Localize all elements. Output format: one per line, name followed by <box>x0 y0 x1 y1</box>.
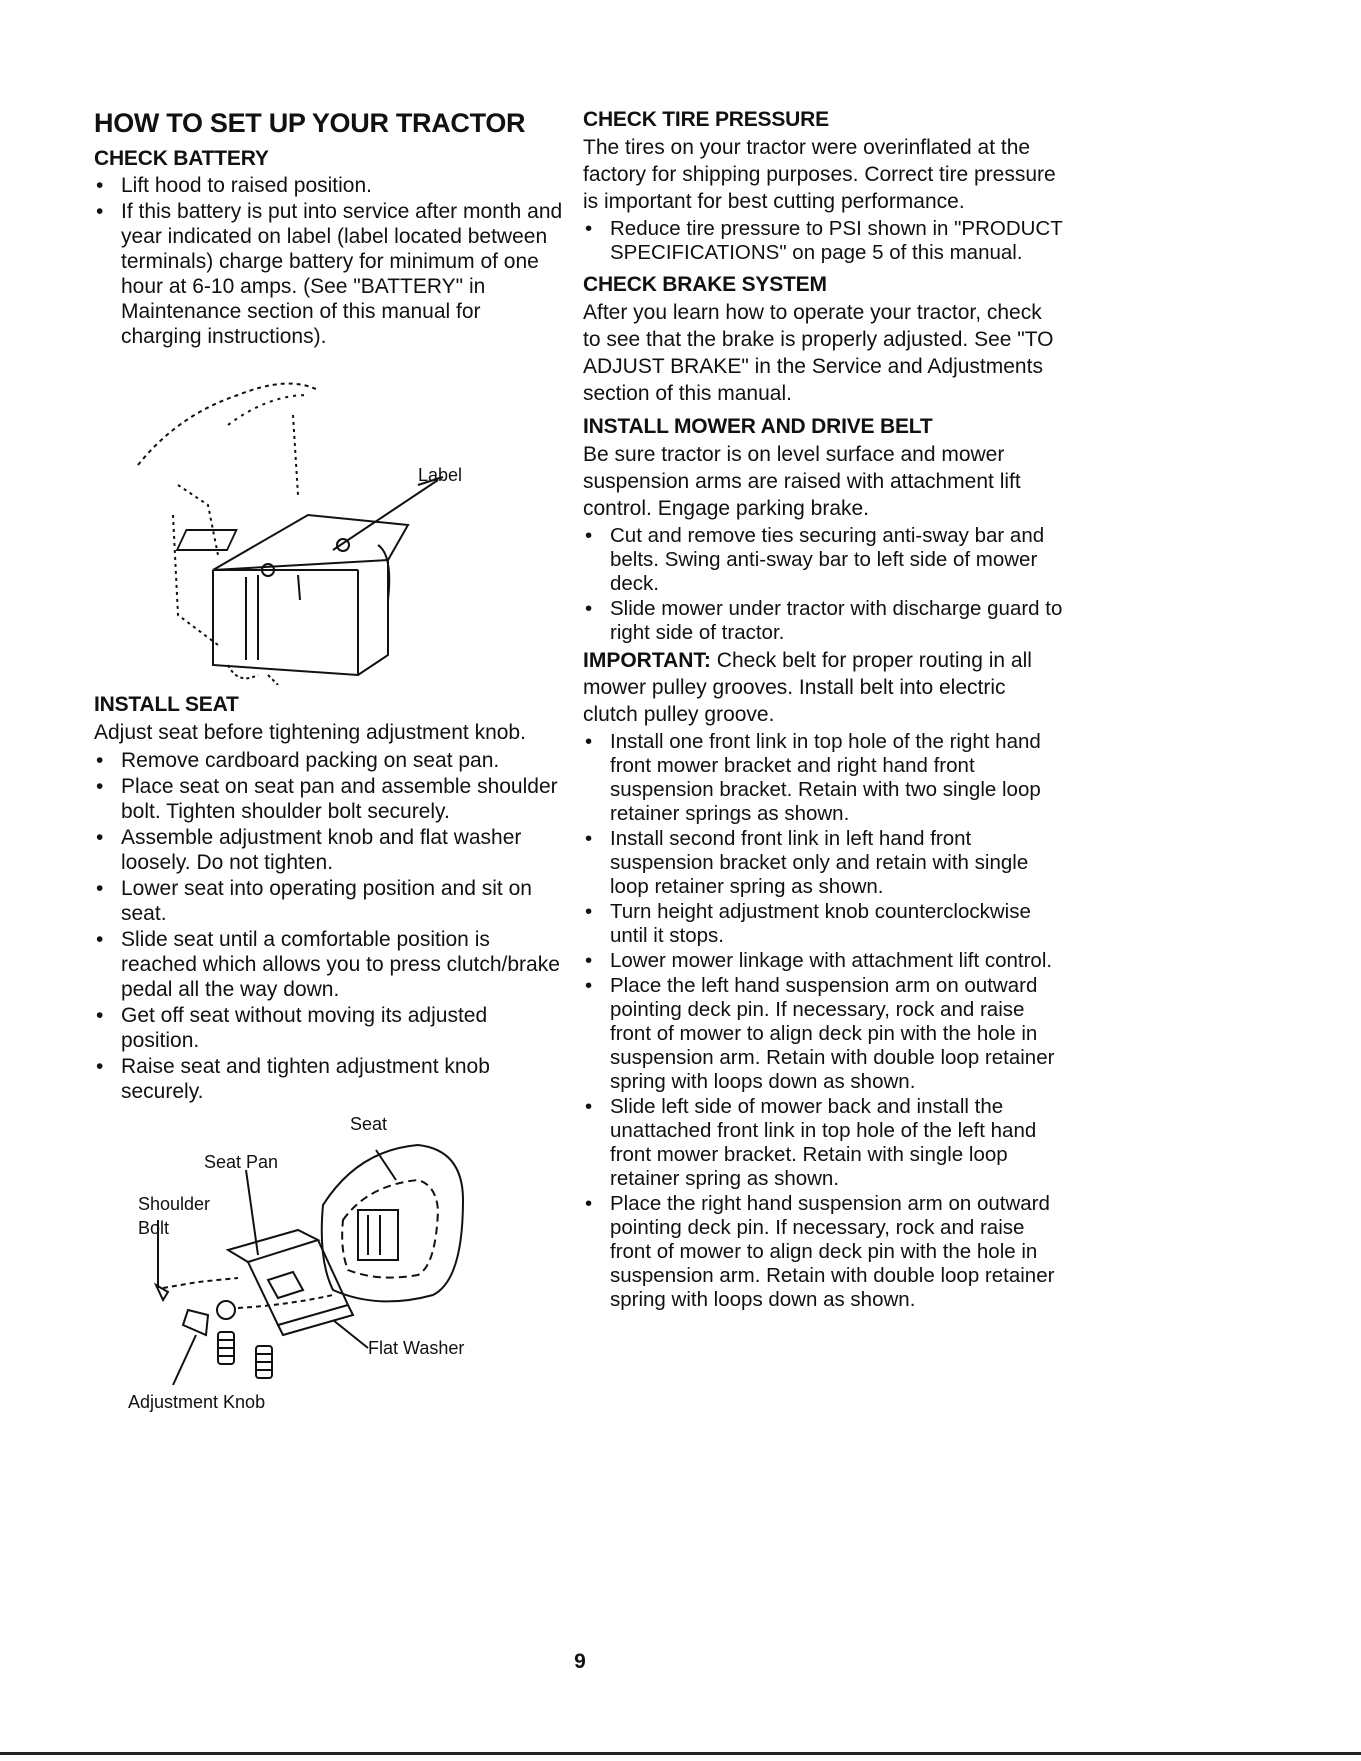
list-item: • Slide seat until a comfortable position is reached which allows you to press clutch/brake pedal all the way down. <box>94 927 564 1002</box>
list-item: • Lower seat into operating position and sit on seat. <box>94 876 564 926</box>
battery-illustration <box>118 355 538 685</box>
list-item: • Install second front link in left hand front suspension bracket only and retain with single loop retainer spring as shown. <box>583 827 1063 899</box>
list-item: • Lower mower linkage with attachment lift control. <box>583 949 1063 973</box>
check-battery-heading: CHECK BATTERY <box>94 147 269 170</box>
important-note <box>583 647 1063 728</box>
list-item: • Get off seat without moving its adjusted position. <box>94 1003 564 1053</box>
shoulder-bolt-callout: Shoulder Bolt <box>138 1194 211 1238</box>
install-mower-heading: INSTALL MOWER AND DRIVE BELT <box>583 415 933 438</box>
mower-steps-b <box>583 730 1063 1312</box>
list-item: • Lift hood to raised position. <box>94 173 564 198</box>
tire-intro: The tires on your tractor were overinflated at the factory for shipping purposes. Correct tire pressure is important for best cutting performance. <box>583 136 1056 213</box>
seat-drawing <box>118 1110 538 1410</box>
list-item: • Place the right hand suspension arm on outward pointing deck pin. If necessary, rock and raise front of mower to align deck pin with the hole in suspension arm. Retain with double loop retainer spring with loops down as shown. <box>583 1192 1063 1312</box>
list-item: • Cut and remove ties securing anti-sway bar and belts. Swing anti-sway bar to left side of mower deck. <box>583 524 1063 596</box>
label-callout: Label <box>418 465 463 485</box>
adjustment-knob-callout: Adjustment Knob <box>128 1392 266 1412</box>
list-item: • Turn height adjustment knob counterclockwise until it stops. <box>583 900 1063 948</box>
mower-intro: Be sure tractor is on level surface and mower suspension arms are raised with attachment lift control. Engage parking brake. <box>583 443 1021 520</box>
important-text: Check belt for proper routing in all mower pulley grooves. Install belt into electric clutch pulley groove. <box>583 649 1032 726</box>
check-brake-system-heading: CHECK BRAKE SYSTEM <box>583 273 827 296</box>
right-column <box>583 108 1063 1314</box>
tire-steps <box>583 217 1063 265</box>
battery-drawing <box>118 355 538 685</box>
list-item: • Slide left side of mower back and install the unattached front link in top hole of the left hand front mower bracket. Retain with single loop retainer spring as shown. <box>583 1095 1063 1191</box>
page-title: HOW TO SET UP YOUR TRACTOR <box>94 108 526 138</box>
list-item: • Remove cardboard packing on seat pan. <box>94 748 564 773</box>
seat-callout: Seat <box>350 1114 388 1134</box>
list-item: • If this battery is put into service after month and year indicated on label (label located between terminals) charge battery for minimum of one hour at 6-10 amps. (See "BATTERY" in Maintenance section of this manual for charging instructions). <box>94 199 564 349</box>
seat-steps <box>94 748 564 1104</box>
list-item: • Slide mower under tractor with discharge guard to right side of tractor. <box>583 597 1063 645</box>
important-label: IMPORTANT: <box>583 649 711 672</box>
install-seat-heading: INSTALL SEAT <box>94 693 239 716</box>
install-seat-intro: Adjust seat before tightening adjustment knob. <box>94 721 526 744</box>
page-number: 9 <box>574 1650 586 1673</box>
battery-steps <box>94 173 564 349</box>
list-item: • Raise seat and tighten adjustment knob securely. <box>94 1054 564 1104</box>
list-item: • Place seat on seat pan and assemble shoulder bolt. Tighten shoulder bolt securely. <box>94 774 564 824</box>
list-item: • Place the left hand suspension arm on outward pointing deck pin. If necessary, rock and raise front of mower to align deck pin with the hole in suspension arm. Retain with double loop retainer spring with loops down as shown. <box>583 974 1063 1094</box>
seat-illustration <box>118 1110 538 1410</box>
bottom-rule <box>0 1752 1361 1755</box>
list-item: • Assemble adjustment knob and flat washer loosely. Do not tighten. <box>94 825 564 875</box>
check-tire-pressure-heading: CHECK TIRE PRESSURE <box>583 108 829 131</box>
list-item: • Reduce tire pressure to PSI shown in "PRODUCT SPECIFICATIONS" on page 5 of this manual. <box>583 217 1063 265</box>
list-item: • Install one front link in top hole of the right hand front mower bracket and right hand front suspension bracket. Retain with two single loop retainer springs as shown. <box>583 730 1063 826</box>
mower-steps-a <box>583 524 1063 645</box>
left-column <box>94 108 564 1410</box>
flat-washer-callout: Flat Washer <box>368 1338 465 1358</box>
brake-text: After you learn how to operate your tractor, check to see that the brake is properly adjusted. See "TO ADJUST BRAKE" in the Service and Adjustments section of this manual. <box>583 301 1054 405</box>
seat-pan-callout: Seat Pan <box>204 1152 279 1172</box>
